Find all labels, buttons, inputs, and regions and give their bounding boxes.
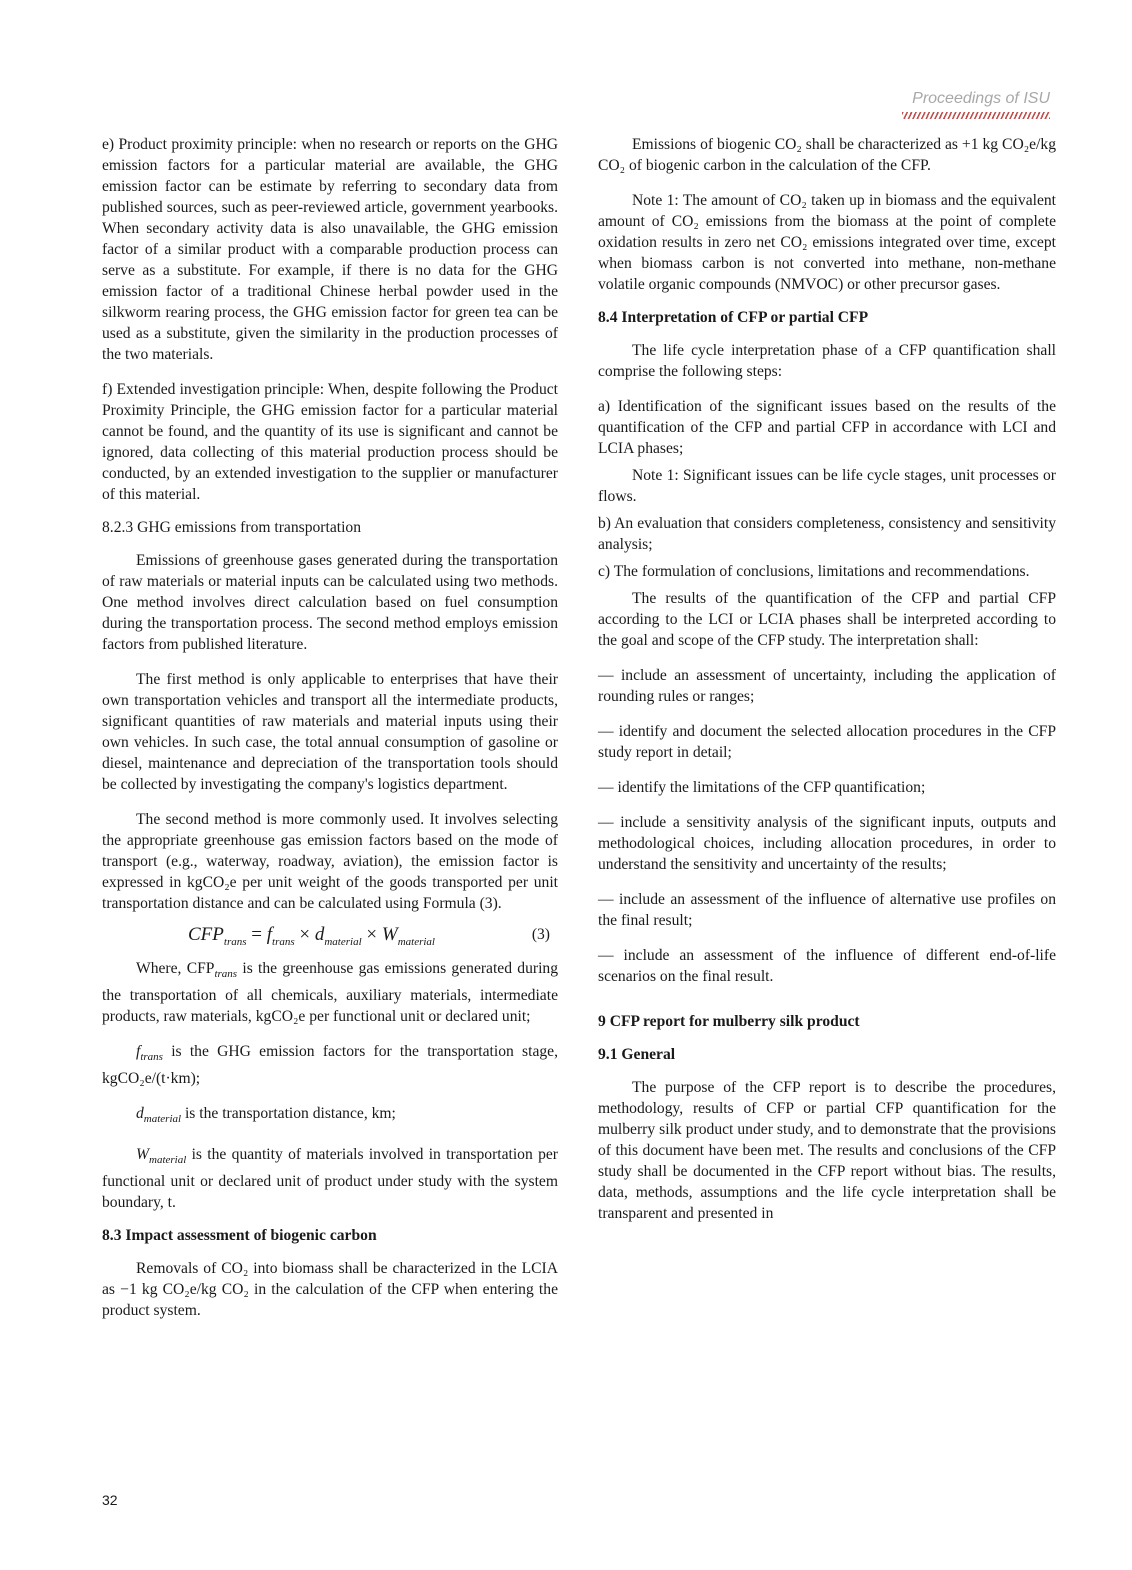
paragraph-note-1-issues: Note 1: Significant issues can be life cycle stages, unit processes or flows. (598, 467, 1056, 505)
right-column (598, 134, 1056, 1224)
paragraph-results-interpretation: The results of the quantification of the CFP and partial CFP according to the LCI or LCIA phases shall be interpreted according to the goal and scope of the CFP study. The interpretation shall: (598, 590, 1056, 649)
paragraph-def-d-material: $d_{material}$ is the transportation distance, km; (136, 1105, 396, 1126)
formula-3 (102, 920, 558, 958)
journal-header: Proceedings of ISU (912, 90, 1050, 107)
paragraph-interpretation-steps: The life cycle interpretation phase of a CFP quantification shall comprise the following steps: (598, 342, 1056, 380)
paragraph-co2-removals: Removals of CO₂ into biomass shall be characterized in the LCIA as −1 kg CO₂e/kg CO₂ in the calculation of the CFP when entering the product system. (102, 1260, 558, 1320)
list-item-c: c) The formulation of conclusions, limitations and recommendations. (598, 563, 1030, 580)
paragraph-first-method: The first method is only applicable to enterprises that have their own transportation vehicles and transport all the intermediate products, significant quantities of raw materials and material inputs using their own vehicles. In such case, the total annual consumption of gasoline or diesel, maintenance and depreciation of the transportation tools should be collected by investigating the company's logistics department. (102, 671, 558, 793)
heading-9: 9 CFP report for mulberry silk product (598, 1013, 860, 1030)
dash-item-sensitivity: — include a sensitivity analysis of the significant inputs, outputs and methodological choices, including allocation procedures, in order to understand the sensitivity and uncertainty of the results; (598, 814, 1056, 873)
formula-number: (3) (531, 926, 550, 943)
heading-8-3: 8.3 Impact assessment of biogenic carbon (102, 1227, 377, 1245)
left-column (102, 134, 558, 1321)
list-item-b: b) An evaluation that considers completeness, consistency and sensitivity analysis; (598, 515, 1056, 553)
paragraph-note-1-biomass: Note 1: The amount of CO₂ taken up in biomass and the equivalent amount of CO₂ emissions from the biomass at the point of complete oxidation results in zero net CO₂ emissions integrated over time, except when biomass carbon is not converted into methane, non-methane volatile organic compounds (NMVOC) or other precursor gases. (598, 192, 1056, 293)
dash-item-allocation: — identify and document the selected allocation procedures in the CFP study report in detail; (598, 723, 1056, 761)
heading-9-1: 9.1 General (598, 1046, 676, 1063)
paragraph-transport-intro: Emissions of greenhouse gases generated during the transportation of raw materials or material inputs can be calculated using two methods. One method involves direct calculation based on fuel consumption during the transportation process. The second method employs emission factors from published literature. (102, 552, 558, 653)
paragraph-cfp-report-purpose: The purpose of the CFP report is to describe the procedures, methodology, results of CFP or partial CFP quantification for the mulberry silk product under study, and to demonstrate that the provisions of this document have been met. The results and conclusions of the CFP study shall be documented in the CFP report without bias. The results, data, methods, assumptions and the life cycle interpretation shall be transparent and presented in (598, 1079, 1056, 1222)
heading-8-4: 8.4 Interpretation of CFP or partial CFP (598, 309, 869, 326)
paragraph-extended-investigation: f) Extended investigation principle: When, despite following the Product Proximity Principle, the GHG emission factor for a particular material cannot be found, and the quantity of its use is significant and cannot be ignored, data collecting of this material production process should be conducted, by an extended investigation to the supplier or manufacturer of this material. (102, 381, 558, 503)
dash-item-limitations: — identify the limitations of the CFP quantification; (598, 779, 926, 796)
formula-expression: $CFP_{trans} = f_{trans} \times d_{material} \times W_{material}$ (188, 924, 435, 948)
heading-8-2-3: 8.2.3 GHG emissions from transportation (102, 519, 362, 536)
page-number: 32 (102, 1492, 118, 1508)
dash-item-end-of-life: — include an assessment of the influence of different end-of-life scenarios on the final result. (598, 947, 1056, 985)
paragraph-def-f-trans: $f_{trans}$ is the GHG emission factors for the transportation stage, kgCO₂e/(t·km); (102, 1043, 558, 1088)
header-decoration-stripes (902, 112, 1050, 119)
paragraph-biogenic-emissions: Emissions of biogenic CO₂ shall be characterized as +1 kg CO₂e/kg CO₂ of biogenic carbon in the calculation of the CFP. (598, 136, 1056, 174)
paragraph-def-w-material: $W_{material}$ is the quantity of materials involved in transportation per functional unit or declared unit of product under study with the system boundary, t. (102, 1146, 558, 1212)
dash-item-use-profiles: — include an assessment of the influence of alternative use profiles on the final result; (598, 891, 1056, 929)
paragraph-product-proximity: e) Product proximity principle: when no research or reports on the GHG emission factors for a particular material are available, the GHG emission factor can be estimate by referring to secondary data from published sources, such as peer-reviewed article, government yearbooks. When secondary activity data is also unavailable, the GHG emission factor of a similar product with a comparable production process can serve as a substitute. For example, if there is no data for the GHG emission factor of a traditional Chinese herbal powder used in the silkworm rearing process, the GHG emission factor for green tea can be used as a substitute, given the similarity in the production processes of the two materials. (102, 136, 558, 363)
dash-item-uncertainty: — include an assessment of uncertainty, including the application of rounding rules or ranges; (598, 667, 1056, 705)
paragraph-where-cfp: Where, $CFP_{trans}$ is the greenhouse gas emissions generated during the transportation of all chemicals, auxiliary materials, intermediate products, raw materials, kgCO₂e per functional unit or declared unit; (102, 960, 559, 1026)
paragraph-second-method: The second method is more commonly used. It involves selecting the appropriate greenhouse gas emission factors based on the mode of transport (e.g., waterway, roadway, aviation), the emission factor is expressed in kgCO₂e per unit weight of the goods transported per unit transportation distance and can be calculated using Formula (3). (102, 811, 558, 912)
list-item-a: a) Identification of the significant issues based on the results of the quantification of the CFP and partial CFP in accordance with LCI and LCIA phases; (598, 398, 1056, 457)
